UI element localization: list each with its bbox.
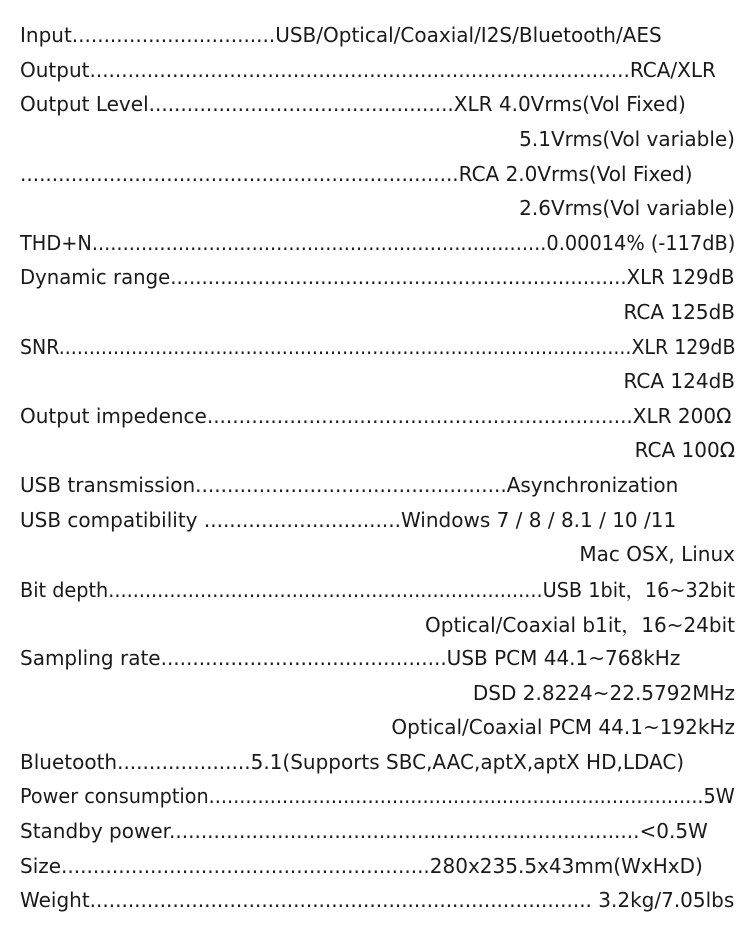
spec-row-continuation [0, 675, 735, 710]
spec-row [0, 572, 735, 607]
spec-text: USB compatibility ...............................Windows 7 / 8 / 8.1 / 10 /11 [20, 507, 677, 532]
spec-text: RCA 124dB [623, 369, 735, 394]
spec-row [0, 814, 735, 849]
spec-row-continuation [0, 191, 735, 226]
spec-row-continuation [0, 710, 735, 745]
spec-text: Sampling rate.............................................USB PCM 44.1~768kHz [20, 645, 681, 670]
spec-text: Input................................USB/Optical/Coaxial/I2S/Bluetooth/AES [20, 23, 662, 48]
spec-row [0, 468, 735, 503]
spec-text: Bit depth.......................................................................USB 1bit，16~32bit [20, 578, 735, 603]
spec-text: Output.....................................................................................RCA/XLR [20, 57, 716, 82]
spec-row-continuation [0, 606, 735, 641]
spec-text: Size..........................................................280x235.5x43mm(WxHxD) [20, 853, 703, 878]
spec-row [0, 156, 735, 191]
spec-row [0, 502, 735, 537]
spec-row-continuation [0, 122, 735, 157]
spec-row-continuation [0, 364, 735, 399]
spec-text: Optical/Coaxial PCM 44.1~192kHz [391, 715, 735, 740]
spec-text: RCA 100Ω [634, 438, 735, 463]
spec-row-continuation [0, 295, 735, 330]
spec-row-continuation [0, 537, 735, 572]
spec-text: .....................................................................RCA 2.0Vrms(Vol Fixed) [20, 161, 693, 186]
spec-row [0, 87, 735, 122]
spec-row [0, 329, 735, 364]
spec-row [0, 399, 735, 434]
spec-text: THD+N..........................................................................0.00014% (-117dB) [20, 230, 735, 255]
spec-text: Weight............................................................................... 3.2kg/7.05lbs [20, 888, 735, 913]
spec-text: Bluetooth.....................5.1(Supports SBC,AAC,aptX,aptX HD,LDAC) [20, 749, 685, 774]
spec-text: Power consumption.................................................................................5W [20, 784, 735, 809]
spec-row [0, 641, 735, 676]
spec-text: RCA 125dB [623, 300, 735, 325]
spec-text: SNR...............................................................................................XLR 129dB [20, 334, 735, 359]
spec-row-continuation [0, 433, 735, 468]
spec-row [0, 260, 735, 295]
spec-text: DSD 2.8224~22.5792MHz [472, 680, 735, 705]
spec-text: 5.1Vrms(Vol variable) [519, 127, 735, 152]
spec-row [0, 226, 735, 261]
spec-text: Optical/Coaxial b1it，16~24bit [425, 612, 735, 637]
spec-row [0, 53, 735, 88]
spec-row [0, 18, 735, 53]
spec-row [0, 779, 735, 814]
spec-text: Mac OSX, Linux [579, 542, 735, 567]
spec-text: Output impedence...................................................................XLR 200Ω [20, 403, 732, 428]
spec-row [0, 883, 735, 918]
spec-text: 2.6Vrms(Vol variable) [519, 196, 735, 221]
spec-text: Dynamic range.........................................................................XLR 129dB [20, 265, 735, 290]
spec-text: USB transmission.................................................Asynchronization [20, 473, 679, 498]
spec-row [0, 848, 735, 883]
spec-row [0, 744, 735, 779]
spec-text: Standby power..........................................................................<0.5W [20, 818, 708, 843]
spec-text: Output Level................................................XLR 4.0Vrms(Vol Fixed) [20, 92, 686, 117]
